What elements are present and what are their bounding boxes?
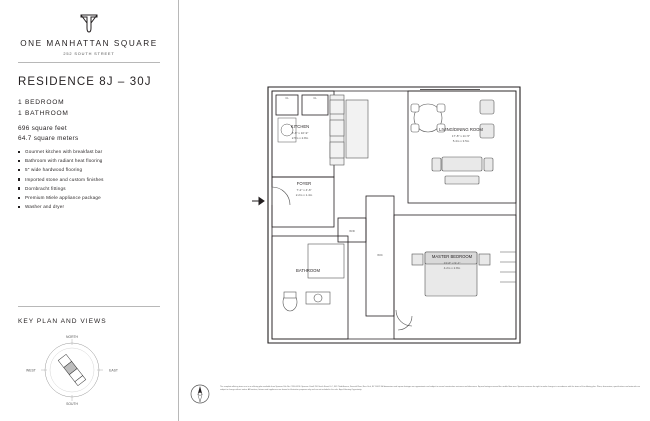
brand-name: ONE MANHATTAN SQUARE (20, 39, 158, 48)
column-divider (178, 0, 179, 421)
floorplan-area (180, 0, 650, 421)
unit-area (18, 124, 78, 143)
keyplan-diagram (22, 334, 122, 406)
area-sqm: 64.7 square meters (18, 134, 79, 142)
room-label-master: MASTER BEDROOM (431, 254, 473, 259)
unit-summary (18, 98, 69, 119)
bathroom-count: 1 BATHROOM (18, 109, 69, 117)
list-item: Washer and dryer (18, 202, 166, 211)
room-label-bathroom: BATHROOM (296, 268, 320, 273)
info-column (0, 0, 178, 421)
list-item: Imported stone and custom finishes (18, 175, 166, 184)
room-label-cl-right: CL (313, 97, 317, 100)
room-label-foyer: FOYER (296, 181, 312, 186)
room-label-living: LIVING/DINING ROOM (439, 127, 483, 132)
entry-arrow-icon (252, 193, 268, 203)
keyplan-label-east: EAST (109, 368, 118, 373)
room-dim-foyer-ft: 7'-2" x 4'-6" (296, 188, 312, 192)
keyplan-label-west: WEST (26, 368, 36, 373)
legal-disclaimer: The complete offering terms are in an offering plan available from Sponsor. File No. CD16-0196. Sponsor: Extell 250 South Street LLC, 805 Third Avenue, Seventh Floor, New York, NY 10022. All dimensions and square footages are approximate and subject to normal construction variances and tolerances. Square footages exceed the usable floor area. Sponsor reserves the right to make changes in accordance with the terms of the offering plan. Plans, dimensions, specifications and materials are subject to change without notice. All furniture, fixtures and appliances are shown for illustrative purposes only and are not included in the sale. Equal Housing Opportunity. (220, 386, 640, 391)
divider-top (18, 62, 160, 63)
monogram-oms-icon (78, 14, 100, 34)
room-dim-foyer-m: 2.2m x 1.4m (295, 193, 313, 197)
keyplan-label-south: SOUTH (66, 402, 78, 406)
room-label-wic: WIC (377, 253, 383, 257)
room-dim-master-m: 4.2m x 2.8m (443, 266, 461, 270)
brand-logo-block (18, 14, 160, 56)
list-item: Gourmet kitchen with breakfast bar (18, 147, 166, 156)
room-dim-kitchen-m: 2.5m x 2.8m (291, 136, 309, 140)
room-label-kitchen: KITCHEN (290, 124, 310, 129)
features-list (18, 147, 166, 211)
keyplan-title: KEY PLAN AND VIEWS (18, 318, 107, 325)
room-dim-living-m: 5.4m x 3.5m (452, 139, 470, 143)
room-label-wd: W/D (349, 229, 355, 233)
area-sqft: 696 square feet (18, 125, 67, 132)
keyplan-label-north: NORTH (66, 335, 78, 339)
list-item: 5" wide hardwood flooring (18, 165, 166, 174)
compass-north-icon (188, 382, 212, 406)
list-item: Bathroom with radiant heat flooring (18, 156, 166, 165)
divider-bottom (18, 306, 160, 307)
brand-address: 252 SOUTH STREET (63, 51, 115, 56)
floorplan-drawing (180, 0, 650, 421)
list-item: Dornbracht fittings (18, 184, 166, 193)
room-dim-master-ft: 13'-6" x 9'-1" (443, 261, 461, 265)
room-dim-living-ft: 17'-8" x 11'-5" (451, 134, 471, 138)
room-dim-kitchen-ft: 8'-6" x 10'-9" (291, 131, 309, 135)
room-label-cl-left: CL (285, 97, 289, 100)
bedroom-count: 1 BEDROOM (18, 99, 65, 106)
list-item: Premium Miele appliance package (18, 193, 166, 202)
page-title: RESIDENCE 8J – 30J (18, 76, 152, 88)
